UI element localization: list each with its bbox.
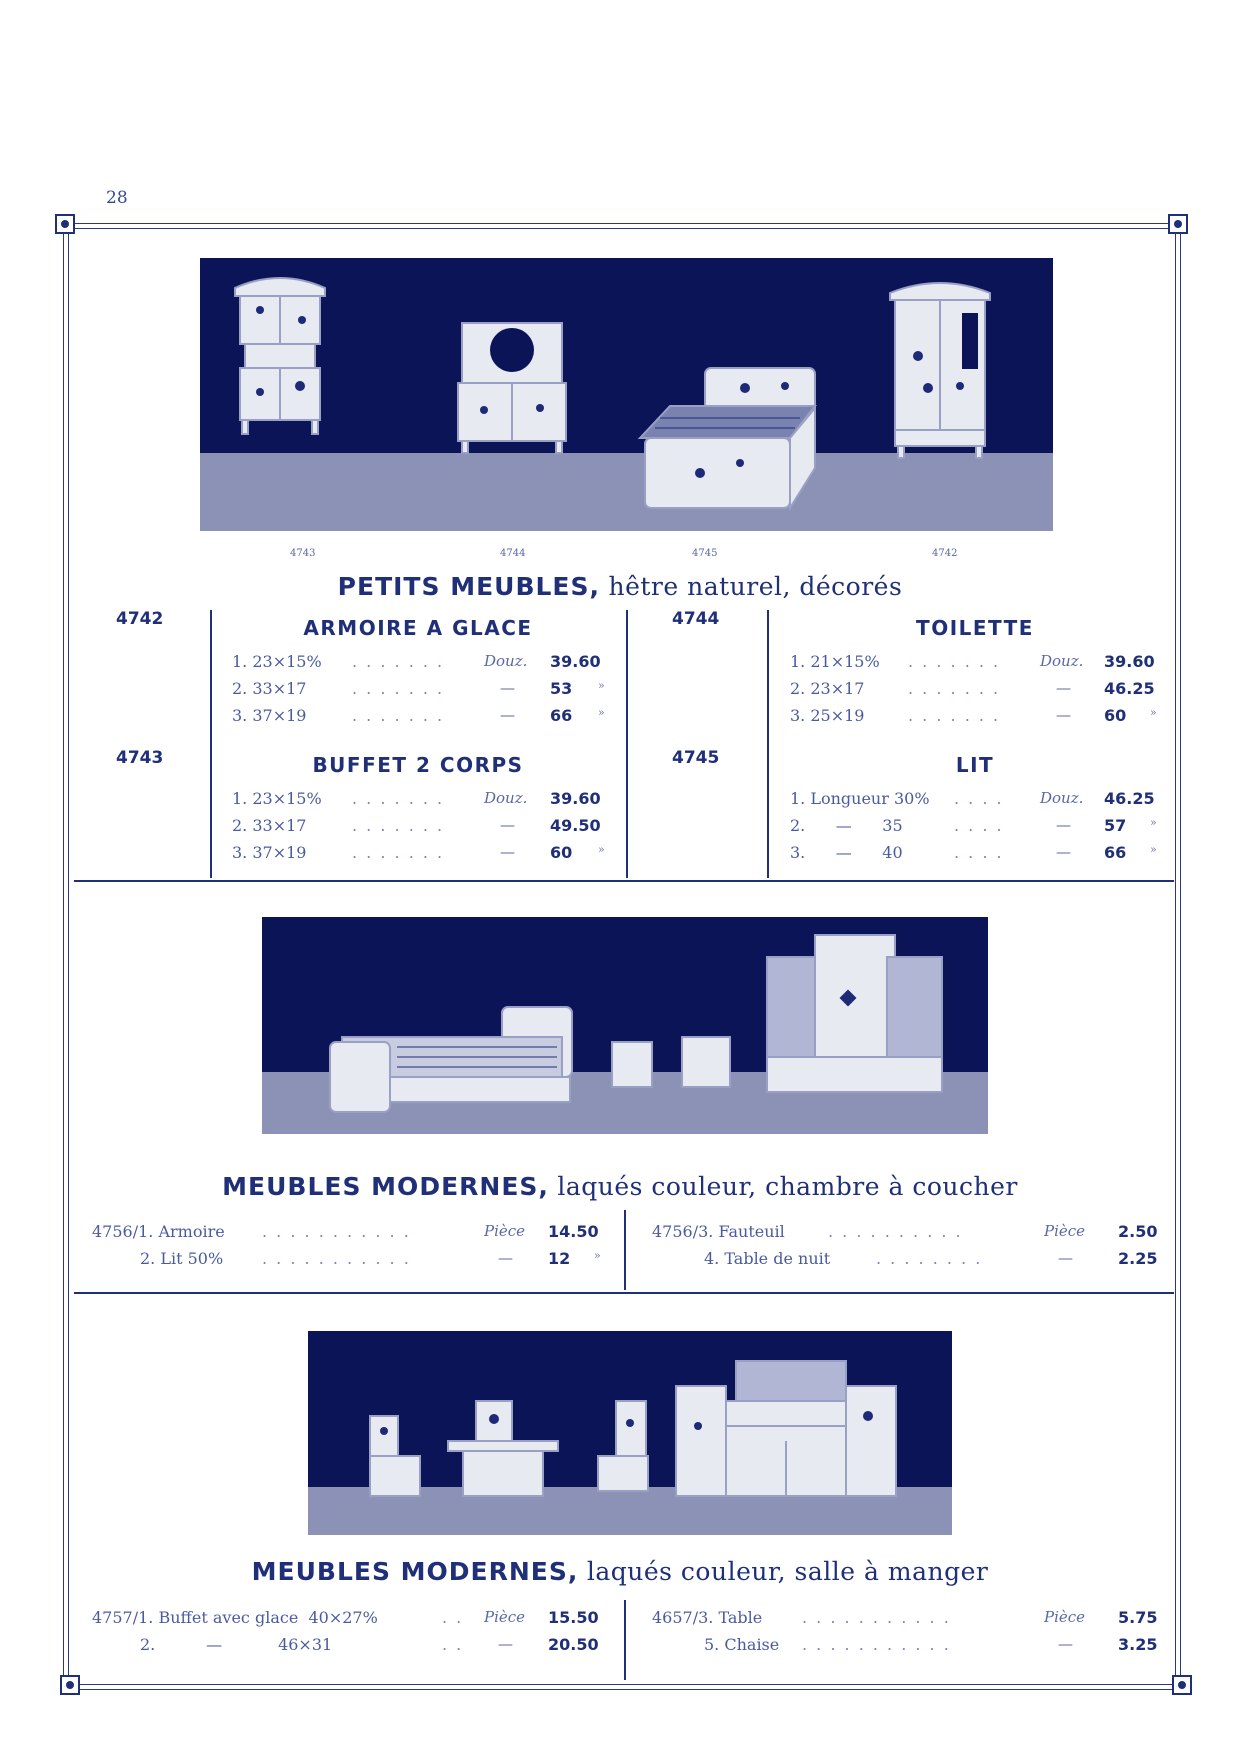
row-label: 2. Lit 50% (140, 1249, 224, 1268)
row-ditto: » (594, 1249, 601, 1262)
price-row (652, 1249, 1172, 1273)
section-title-salle (0, 1557, 1240, 1586)
price-row (232, 652, 612, 676)
item-ref-4745: 4745 (672, 748, 720, 768)
row-unit: Pièce (1044, 1608, 1086, 1626)
price-row (652, 1608, 1172, 1632)
row-ditto: » (598, 843, 605, 856)
leader-dots: . . . . . . . . (876, 1249, 983, 1268)
price-row (790, 789, 1170, 813)
item-ref-4744: 4744 (672, 609, 720, 629)
leader-dots: . . . . . . . (908, 679, 1001, 698)
leader-dots: . . . . . . . . . . . (262, 1249, 411, 1268)
corner-ornament-tr (1168, 214, 1188, 234)
leader-dots: . . . . . . . (352, 706, 445, 725)
column-divider (624, 1600, 626, 1680)
column-divider (210, 610, 212, 878)
leader-dots: . . (442, 1635, 464, 1654)
photo-salle-a-manger (308, 1331, 952, 1535)
row-ditto: » (598, 679, 605, 692)
corner-ornament-bl (60, 1675, 80, 1695)
row-label: 1. 23×15% (232, 652, 322, 671)
row-unit: — (498, 1635, 513, 1653)
row-ditto: » (598, 706, 605, 719)
row-price: 39.60 (1104, 652, 1155, 671)
row-price: 49.50 (550, 816, 601, 835)
row-price: 46.25 (1104, 789, 1155, 808)
row-price: 60 (550, 843, 573, 862)
item-name-lit: LIT (955, 753, 995, 777)
price-row (232, 789, 612, 813)
row-unit: — (1058, 1635, 1073, 1653)
row-price: 53 (550, 679, 573, 698)
row-unit: — (1056, 843, 1071, 861)
leader-dots: . . . . . . . (908, 652, 1001, 671)
price-row (92, 1222, 612, 1246)
item-ref-4742: 4742 (116, 609, 164, 629)
section-title-bold: PETITS MEUBLES, (337, 572, 601, 601)
row-ditto: » (1150, 706, 1157, 719)
row-unit: Douz. (484, 652, 528, 670)
row-label: 2. 23×17 (790, 679, 865, 698)
row-label: 1. 21×15% (790, 652, 880, 671)
row-label: 4757/1. Buffet avec glace 40×27% (92, 1608, 378, 1627)
row-unit: — (1058, 1249, 1073, 1267)
row-label: 5. Chaise (704, 1635, 780, 1654)
row-price: 39.60 (550, 652, 601, 671)
row-unit: — (498, 1249, 513, 1267)
section-title-rest: laqués couleur, chambre à coucher (548, 1172, 1018, 1201)
row-label: 4756/3. Fauteuil (652, 1222, 785, 1241)
price-row (232, 706, 612, 730)
price-row (790, 706, 1170, 730)
item-ref-4743: 4743 (116, 748, 164, 768)
row-price: 46.25 (1104, 679, 1155, 698)
section-title-rest: hêtre naturel, décorés (600, 572, 903, 601)
row-label: 3. 37×19 (232, 843, 307, 862)
row-price: 57 (1104, 816, 1127, 835)
section-title-rest: laqués couleur, salle à manger (578, 1557, 989, 1586)
section-title-petits-meubles (0, 572, 1240, 601)
leader-dots: . . . . (954, 843, 1004, 862)
row-unit: — (1056, 679, 1071, 697)
row-label: 3. 37×19 (232, 706, 307, 725)
frame-bottom (80, 1684, 1180, 1690)
row-label: 3. 25×19 (790, 706, 865, 725)
leader-dots: . . (442, 1608, 464, 1627)
row-unit: Douz. (1040, 652, 1084, 670)
photo-caption-1: 4743 (290, 548, 316, 559)
leader-dots: . . . . . . . (352, 843, 445, 862)
section-title-bold: MEUBLES MODERNES, (222, 1172, 549, 1201)
furniture-illustration-3 (308, 1331, 952, 1535)
leader-dots: . . . . . . . (352, 789, 445, 808)
leader-dots: . . . . . . . (352, 652, 445, 671)
row-unit: — (500, 816, 515, 834)
photo-caption-4: 4742 (932, 548, 958, 559)
section-title-bold: MEUBLES MODERNES, (251, 1557, 579, 1586)
row-price: 2.25 (1118, 1249, 1158, 1268)
row-label: 2. — 35 (790, 816, 903, 835)
frame-right (1175, 232, 1181, 1680)
frame-top (72, 223, 1172, 229)
photo-chambre-a-coucher (262, 917, 988, 1134)
row-price: 15.50 (548, 1608, 599, 1627)
row-label: 2. — 46×31 (140, 1635, 333, 1654)
price-row (92, 1249, 612, 1273)
corner-ornament-tl (55, 214, 75, 234)
price-row (232, 679, 612, 703)
furniture-illustration-1 (200, 258, 1053, 531)
leader-dots: . . . . . . . . . . . (802, 1608, 951, 1627)
row-price: 60 (1104, 706, 1127, 725)
row-unit: Douz. (1040, 789, 1084, 807)
section-divider (74, 880, 1174, 882)
row-unit: — (500, 679, 515, 697)
corner-ornament-br (1172, 1675, 1192, 1695)
row-unit: Douz. (484, 789, 528, 807)
leader-dots: . . . . . . . (908, 706, 1001, 725)
price-row (790, 679, 1170, 703)
leader-dots: . . . . (954, 789, 1004, 808)
row-label: 4657/3. Table (652, 1608, 763, 1627)
photo-caption-2: 4744 (500, 548, 526, 559)
leader-dots: . . . . . . . . . . . (262, 1222, 411, 1241)
row-unit: Pièce (484, 1222, 526, 1240)
column-divider (767, 610, 769, 878)
photo-petits-meubles (200, 258, 1053, 531)
row-unit: Pièce (1044, 1222, 1086, 1240)
row-ditto: » (1150, 816, 1157, 829)
row-price: 3.25 (1118, 1635, 1158, 1654)
row-price: 20.50 (548, 1635, 599, 1654)
item-name-buffet: BUFFET 2 CORPS (312, 753, 524, 777)
item-name-armoire: ARMOIRE A GLACE (303, 616, 533, 640)
row-unit: — (1056, 816, 1071, 834)
price-row (652, 1222, 1172, 1246)
row-unit: — (500, 706, 515, 724)
row-label: 4756/1. Armoire (92, 1222, 225, 1241)
price-row (232, 816, 612, 840)
price-row (92, 1608, 612, 1632)
leader-dots: . . . . . . . (352, 679, 445, 698)
leader-dots: . . . . . . . . . . (828, 1222, 963, 1241)
row-price: 2.50 (1118, 1222, 1158, 1241)
row-price: 39.60 (550, 789, 601, 808)
item-name-toilette: TOILETTE (916, 616, 1034, 640)
column-divider (624, 1210, 626, 1290)
price-row (790, 652, 1170, 676)
row-label: 2. 33×17 (232, 679, 307, 698)
row-label: 1. Longueur 30% (790, 789, 930, 808)
row-price: 66 (550, 706, 573, 725)
row-unit: — (500, 843, 515, 861)
price-row (92, 1635, 612, 1659)
leader-dots: . . . . . . . (352, 816, 445, 835)
row-ditto: » (1150, 843, 1157, 856)
furniture-illustration-2 (262, 917, 988, 1134)
price-row (790, 816, 1170, 840)
photo-caption-3: 4745 (692, 548, 718, 559)
row-unit: — (1056, 706, 1071, 724)
row-price: 66 (1104, 843, 1127, 862)
row-label: 2. 33×17 (232, 816, 307, 835)
leader-dots: . . . . . . . . . . . (802, 1635, 951, 1654)
section-divider (74, 1292, 1174, 1294)
row-label: 3. — 40 (790, 843, 903, 862)
row-price: 5.75 (1118, 1608, 1158, 1627)
row-price: 14.50 (548, 1222, 599, 1241)
price-row (652, 1635, 1172, 1659)
section-title-chambre (0, 1172, 1240, 1201)
leader-dots: . . . . (954, 816, 1004, 835)
frame-left (63, 232, 69, 1680)
column-divider (626, 610, 628, 878)
page-number: 28 (106, 188, 128, 208)
row-price: 12 (548, 1249, 571, 1268)
row-label: 4. Table de nuit (704, 1249, 831, 1268)
row-label: 1. 23×15% (232, 789, 322, 808)
row-unit: Pièce (484, 1608, 526, 1626)
price-row (232, 843, 612, 867)
price-row (790, 843, 1170, 867)
